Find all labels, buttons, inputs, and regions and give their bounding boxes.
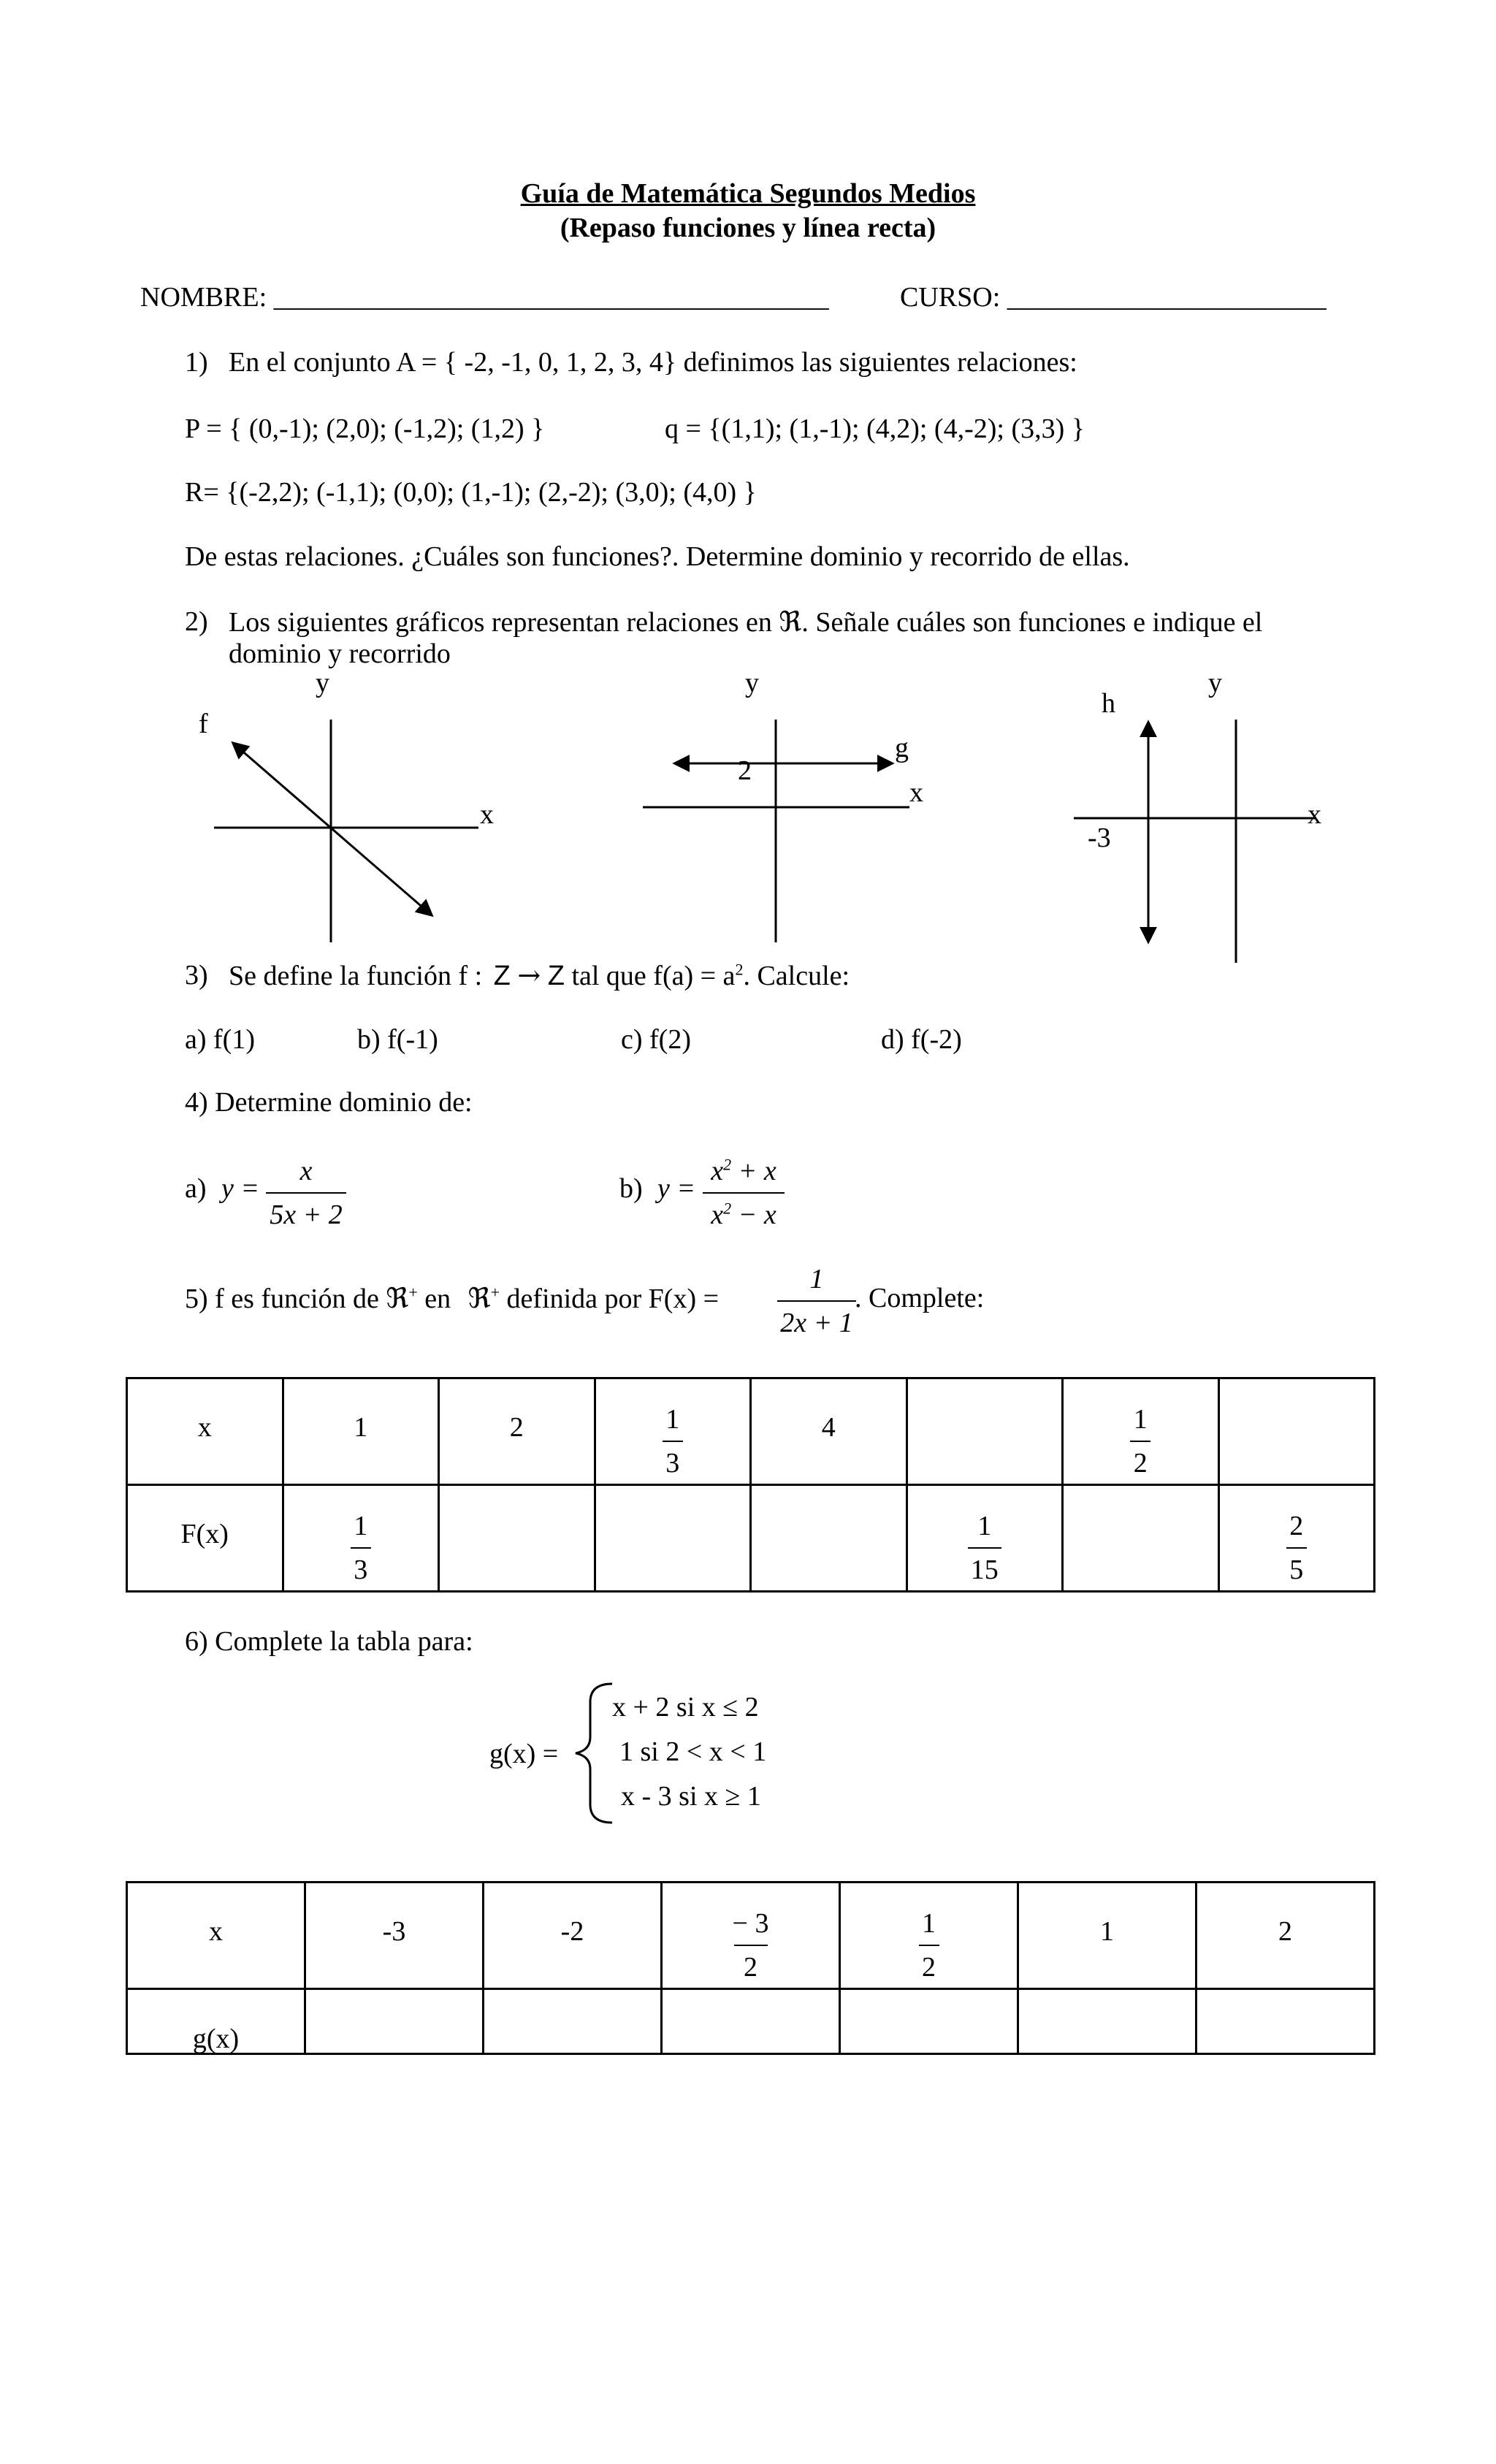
cell-value: 4 [821,1412,836,1443]
q4-b-label: b) [619,1173,643,1204]
q6-x-cell [305,1883,484,1989]
fraction-numerator: 1 [1133,1404,1148,1435]
fraction-denominator: 2 [744,1952,757,1983]
cell-fraction [733,1910,769,1981]
q3-text-a: Se define la función f : [229,961,483,991]
q6-table-row-x [127,1883,1375,1989]
cell-value: 1 [354,1412,368,1443]
header-text: g(x) [192,2024,240,2054]
fraction-denominator: 3 [354,1555,368,1585]
q1-number: 1) [185,347,208,378]
graph-h-name: h [1102,688,1115,719]
integers-symbol-1: Z [493,961,511,991]
q6-x-cell [840,1883,1018,1989]
piecewise-case-2: 1 si 2 < x < 1 [619,1736,767,1767]
fraction-denominator: 5 [1289,1555,1304,1585]
q6-table-header-gx [127,1989,305,2054]
q3-exponent: 2 [735,960,744,979]
fraction-numerator: 2 [1289,1511,1304,1541]
graph-h-mark-neg3: -3 [1088,823,1111,853]
q4-a-numerator: x [299,1156,313,1186]
real-numbers-symbol-1: ℜ [386,1282,409,1314]
q3-item-c: c) f(2) [621,1024,691,1055]
q6-title: 6) Complete la tabla para: [185,1626,473,1657]
q4-b-den-exp: 2 [723,1199,732,1218]
fraction-numerator: − 3 [732,1908,769,1939]
q4-b-den-rest: − x [731,1199,776,1230]
q1-text: En el conjunto A = { -2, -1, 0, 1, 2, 3, 4} definimos las siguientes relaciones: [229,347,1077,378]
q4-title: 4) Determine dominio de: [185,1087,473,1118]
fraction-numerator: 1 [977,1511,992,1541]
q6-table [126,1881,1375,2055]
fraction-numerator: 1 [665,1404,680,1435]
q5-text-a: 5) f es función de [185,1284,379,1314]
q6-x-cell [1197,1883,1375,1989]
integers-symbol-2: Z [547,961,565,991]
real-numbers-symbol: ℜ [779,606,802,638]
q6-table-row-gx [127,1989,1375,2054]
fraction-numerator: 1 [354,1511,368,1541]
relation-p: P = { (0,-1); (2,0); (-1,2); (1,2) } [185,413,545,444]
q4-a-denominator: 5x + 2 [270,1199,343,1230]
q6-x-cell [662,1883,840,1989]
q6-x-cell [484,1883,662,1989]
q3-number: 3) [185,960,208,991]
cell-value: 1 [1100,1916,1114,1947]
piecewise-case-1: x + 2 si x ≤ 2 [612,1692,759,1723]
q6-lhs: g(x) = [489,1739,559,1769]
q5-text-b: en [424,1284,451,1314]
q4-a-label: a) [185,1173,207,1204]
q6-gx-empty-cell [840,1989,1018,2054]
q6-gx-empty-cell [1018,1989,1197,2054]
graph-g-y-label: y [745,668,759,698]
q3-item-a: a) f(1) [185,1024,255,1055]
q5-text-c: definida por F(x) = [506,1284,720,1314]
graph-g-mark-2: 2 [738,755,752,786]
cell-value: -2 [560,1916,584,1947]
course-field-label: CURSO: _______________________ [900,282,1327,313]
arrow-symbol: → [517,959,541,991]
fraction-denominator: 3 [665,1448,680,1479]
fraction-numerator: 1 [922,1908,936,1939]
cell-value: -3 [382,1916,406,1947]
q2-text-c: dominio y recorrido [229,638,451,669]
fraction-denominator: 2 [922,1952,936,1983]
fraction-bar [734,1945,768,1946]
q2-text-a: Los siguientes gráficos representan relaciones en [229,607,772,638]
plus-superscript-1: + [408,1283,418,1302]
graph-f-y-label: y [316,668,329,698]
q6-table-header-x [127,1883,305,1989]
q5-denominator: 2x + 1 [780,1308,853,1338]
q3-text-c: . Calcule: [743,961,850,991]
relation-q: q = {(1,1); (1,-1); (4,2); (4,-2); (3,3) } [665,413,1085,444]
cell-fraction [919,1910,939,1981]
q4-a-lhs: y = [221,1173,260,1204]
q4-b-num-base: x [711,1156,724,1186]
q3-item-b: b) f(-1) [357,1024,438,1055]
q2-number: 2) [185,606,208,637]
q6-gx-empty-cell [1197,1989,1375,2054]
cell-value: 2 [509,1412,524,1443]
q6-gx-empty-cell [305,1989,484,2054]
q4-b-den-base: x [711,1199,724,1230]
piecewise-case-3: x - 3 si x ≥ 1 [621,1781,761,1812]
fraction-denominator: 15 [970,1555,999,1585]
q6-x-cell [1018,1883,1197,1989]
q5-text-d: . Complete: [855,1283,985,1313]
graph-g-x-label: x [909,777,923,808]
graph-f-x-label: x [480,799,494,830]
real-numbers-symbol-2: ℜ [468,1282,491,1314]
fraction-denominator: 2 [1133,1448,1148,1479]
relation-r: R= {(-2,2); (-1,1); (0,0); (1,-1); (2,-2); (3,0); (4,0) } [185,477,757,508]
q4-b-num-rest: + x [731,1156,776,1186]
q4-b-lhs: y = [657,1173,696,1204]
page-title: Guía de Matemática Segundos Medios [520,178,976,209]
q1-question: De estas relaciones. ¿Cuáles son funciones?. Determine dominio y recorrido de ellas. [185,541,1130,572]
header-text: x [209,1916,223,1947]
fraction-bar [919,1945,939,1946]
page-subtitle: (Repaso funciones y línea recta) [560,213,936,243]
q3-item-d: d) f(-2) [881,1024,962,1055]
q3-text-b: tal que f(a) = a [571,961,736,991]
graph-h-y-label: y [1208,668,1222,698]
name-field-label: NOMBRE: ________________________________________ [140,282,829,313]
graph-g-name: g [895,733,909,763]
graph-h-x-label: x [1308,799,1321,830]
header-text: F(x) [180,1519,229,1549]
q5-numerator: 1 [809,1264,824,1294]
q4-b-num-exp: 2 [723,1155,732,1174]
graph-f-name: f [199,709,208,739]
q6-gx-empty-cell [484,1989,662,2054]
plus-superscript-2: + [490,1283,500,1302]
q6-gx-empty-cell [662,1989,840,2054]
cell-value: 2 [1278,1916,1292,1947]
q2-text-b: . Señale cuáles son funciones e indique el [801,607,1263,638]
header-text: x [197,1412,212,1443]
